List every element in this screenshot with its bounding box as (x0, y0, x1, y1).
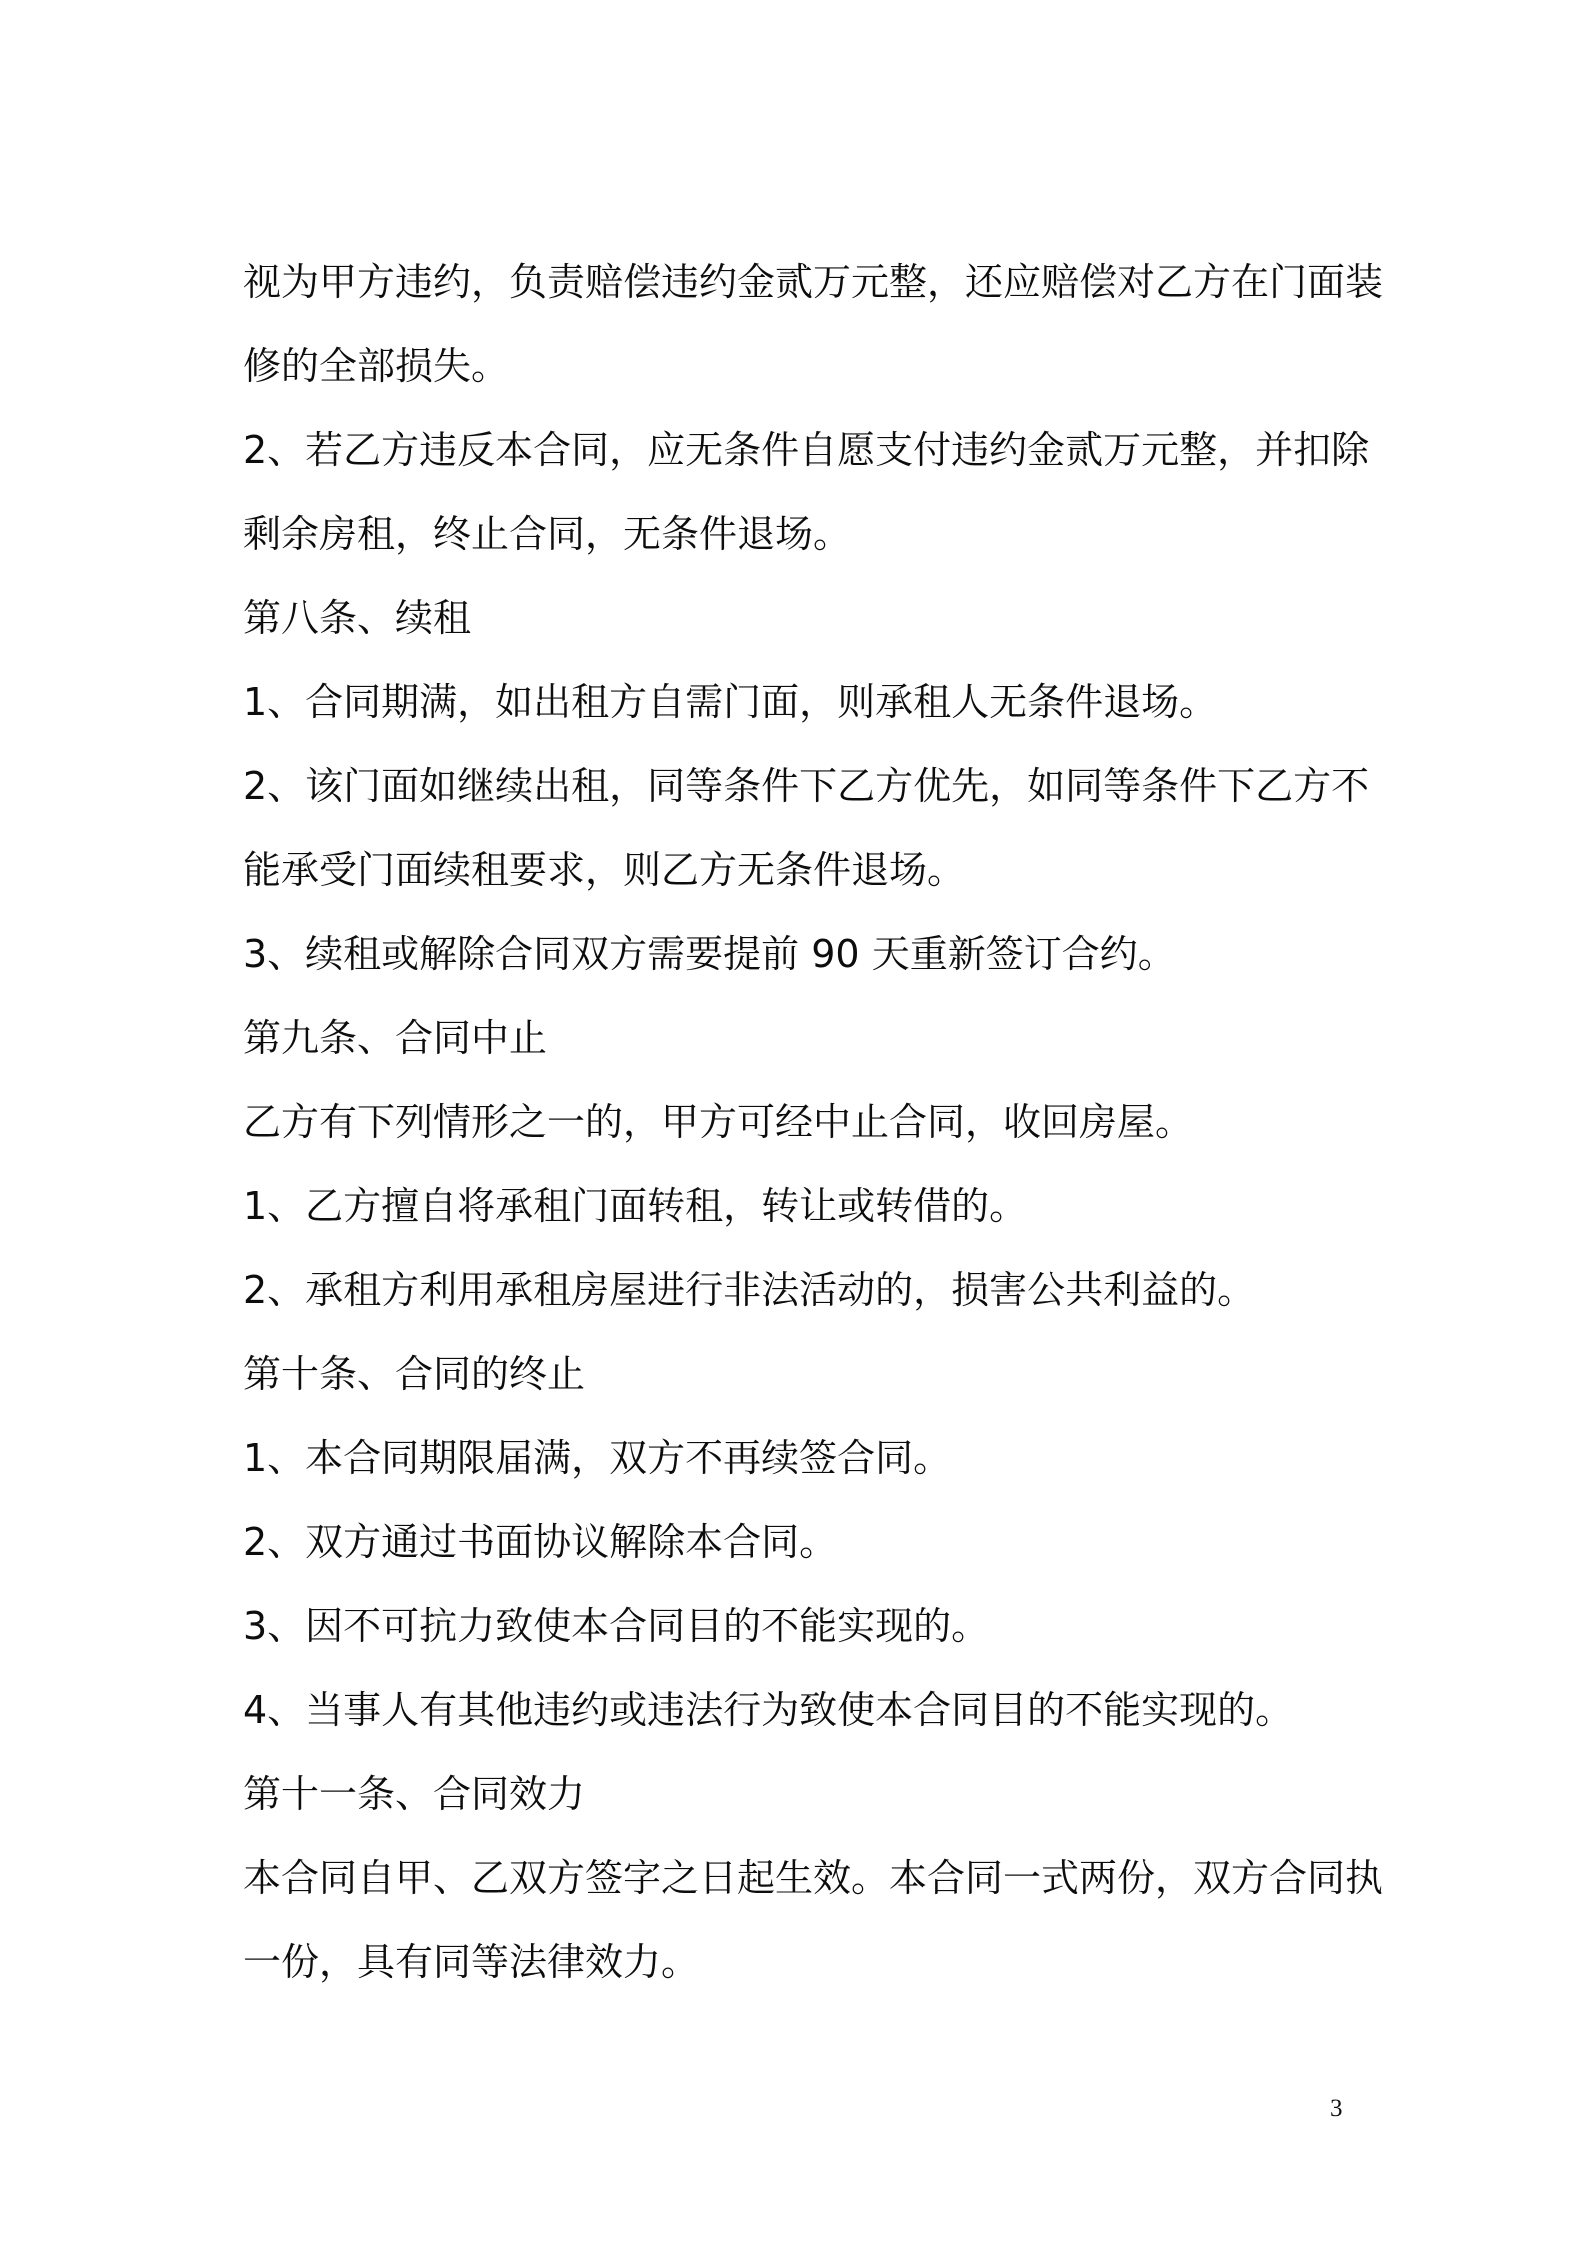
text-line: 本合同自甲、乙双方签字之日起生效。本合同一式两份，双方合同执 (243, 1856, 1384, 1900)
text-line: 3、续租或解除合同双方需要提前 90 天重新签订合约。 (243, 932, 1176, 976)
text-line: 修的全部损失。 (243, 344, 510, 388)
section-heading: 第十一条、合同效力 (243, 1772, 586, 1816)
text-line: 2、该门面如继续出租，同等条件下乙方优先，如同等条件下乙方不 (243, 764, 1370, 808)
text-line: 1、乙方擅自将承租门面转租，转让或转借的。 (243, 1184, 1028, 1228)
page-number: 3 (1330, 2095, 1343, 2122)
text-line: 2、若乙方违反本合同，应无条件自愿支付违约金贰万元整，并扣除 (243, 428, 1370, 472)
text-line: 乙方有下列情形之一的，甲方可经中止合同，收回房屋。 (243, 1100, 1194, 1144)
section-heading: 第十条、合同的终止 (243, 1352, 586, 1396)
text-line: 一份，具有同等法律效力。 (243, 1940, 700, 1984)
section-heading: 第八条、续租 (243, 596, 472, 640)
text-line: 1、合同期满，如出租方自需门面，则承租人无条件退场。 (243, 680, 1218, 724)
text-line: 视为甲方违约，负责赔偿违约金贰万元整，还应赔偿对乙方在门面装 (243, 260, 1384, 304)
text-line: 1、本合同期限届满，双方不再续签合同。 (243, 1436, 952, 1480)
section-heading: 第九条、合同中止 (243, 1016, 548, 1060)
text-line: 2、承租方利用承租房屋进行非法活动的，损害公共利益的。 (243, 1268, 1256, 1312)
text-line: 3、因不可抗力致使本合同目的不能实现的。 (243, 1604, 990, 1648)
text-line: 4、当事人有其他违约或违法行为致使本合同目的不能实现的。 (243, 1688, 1294, 1732)
text-line: 2、双方通过书面协议解除本合同。 (243, 1520, 838, 1564)
text-line: 能承受门面续租要求，则乙方无条件退场。 (243, 848, 966, 892)
document-body (243, 240, 1384, 2004)
text-line: 剩余房租，终止合同，无条件退场。 (243, 512, 852, 556)
